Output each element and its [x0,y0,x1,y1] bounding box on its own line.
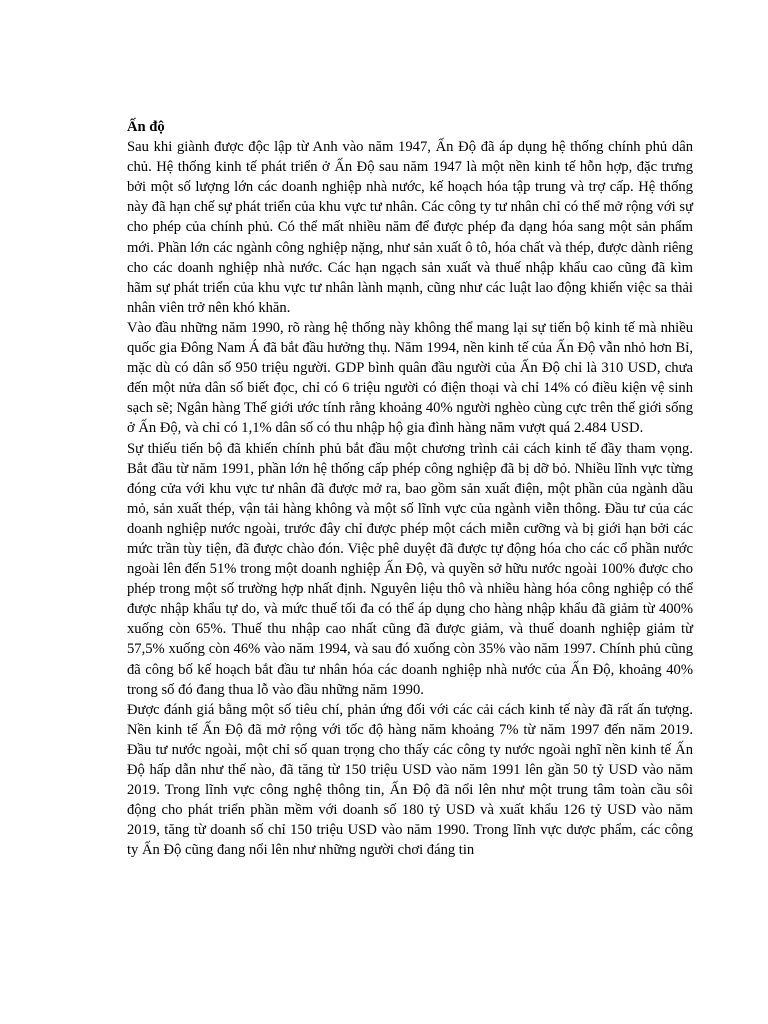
document-title: Ấn độ [127,119,165,135]
paragraph-3: Sự thiếu tiến bộ đã khiến chính phủ bắt đầu một chương trình cải cách kinh tế đầy tham vọng. Bắt đầu từ năm 1991, phần lớn hệ thống cấp phép công nghiệp đã bị dỡ bỏ. Nhiều lĩnh vực từng đóng cửa với khu vực tư nhân đã được mở ra, bao gồm sản xuất điện, một phần của ngành dầu mỏ, sản xuất thép, vận tải hàng không và một số lĩnh vực của ngành viễn thông. Đầu tư của các doanh nghiệp nước ngoài, trước đây chỉ được phép một cách miễn cưỡng và bị giới hạn bởi các mức trần tùy tiện, đã được chào đón. Việc phê duyệt đã được tự động hóa cho các cổ phần nước ngoài lên đến 51% trong một doanh nghiệp Ấn Độ, và quyền sở hữu nước ngoài 100% được cho phép trong một số trường hợp nhất định. Nguyên liệu thô và nhiều hàng hóa công nghiệp có thể được nhập khẩu tự do, và mức thuế tối đa có thể áp dụng cho hàng nhập khẩu đã giảm từ 400% xuống còn 65%. Thuế thu nhập cao nhất cũng đã được giảm, và thuế doanh nghiệp giảm từ 57,5% xuống còn 46% vào năm 1994, và sau đó xuống còn 35% vào năm 1997. Chính phủ cũng đã công bố kế hoạch bắt đầu tư nhân hóa các doanh nghiệp nhà nước của Ấn Độ, khoảng 40% trong số đó đang thua lỗ vào đầu những năm 1990. [127,440,693,698]
document-page [127,117,693,860]
paragraph-1: Sau khi giành được độc lập từ Anh vào năm 1947, Ấn Độ đã áp dụng hệ thống chính phủ dân chủ. Hệ thống kinh tế phát triển ở Ấn Độ sau năm 1947 là một nền kinh tế hỗn hợp, đặc trưng bởi một số lượng lớn các doanh nghiệp nhà nước, kế hoạch hóa tập trung và trợ cấp. Hệ thống này đã hạn chế sự phát triển của khu vực tư nhân. Các công ty tư nhân chỉ có thể mở rộng với sự cho phép của chính phủ. Có thể mất nhiều năm để được phép đa dạng hóa sang một sản phẩm mới. Phần lớn các ngành công nghiệp nặng, như sản xuất ô tô, hóa chất và thép, được dành riêng cho các doanh nghiệp nhà nước. Các hạn ngạch sản xuất và thuế nhập khẩu cao cũng đã kìm hãm sự phát triển của khu vực tư nhân lành mạnh, cũng như các luật lao động khiến việc sa thải nhân viên trở nên khó khăn. [127,139,693,316]
paragraph-4: Được đánh giá bằng một số tiêu chí, phản ứng đối với các cải cách kinh tế này đã rất ấn tượng. Nền kinh tế Ấn Độ đã mở rộng với tốc độ hàng năm khoảng 7% từ năm 1997 đến năm 2019. Đầu tư nước ngoài, một chỉ số quan trọng cho thấy các công ty nước ngoài nghĩ nền kinh tế Ấn Độ hấp dẫn như thế nào, đã tăng từ 150 triệu USD vào năm 1991 lên gần 50 tỷ USD vào năm 2019. Trong lĩnh vực công nghệ thông tin, Ấn Độ đã nổi lên như một trung tâm toàn cầu sôi động cho phát triển phần mềm với doanh số 180 tỷ USD và xuất khẩu 126 tỷ USD vào năm 2019, tăng từ doanh số chỉ 150 triệu USD vào năm 1990. Trong lĩnh vực dược phẩm, các công ty Ấn Độ cũng đang nổi lên như những người chơi đáng tin [127,701,693,859]
paragraph-2: Vào đầu những năm 1990, rõ ràng hệ thống này không thể mang lại sự tiến bộ kinh tế mà nhiều quốc gia Đông Nam Á đã bắt đầu hưởng thụ. Năm 1994, nền kinh tế của Ấn Độ vẫn nhỏ hơn Bỉ, mặc dù có dân số 950 triệu người. GDP bình quân đầu người của Ấn Độ chỉ là 310 USD, chưa đến một nửa dân số biết đọc, chỉ có 6 triệu người có điện thoại và chỉ 14% có điều kiện vệ sinh sạch sẽ; Ngân hàng Thế giới ước tính rằng khoảng 40% người nghèo cùng cực trên thế giới sống ở Ấn Độ, và chỉ có 1,1% dân số có thu nhập hộ gia đình hàng năm vượt quá 2.484 USD. [127,319,693,437]
